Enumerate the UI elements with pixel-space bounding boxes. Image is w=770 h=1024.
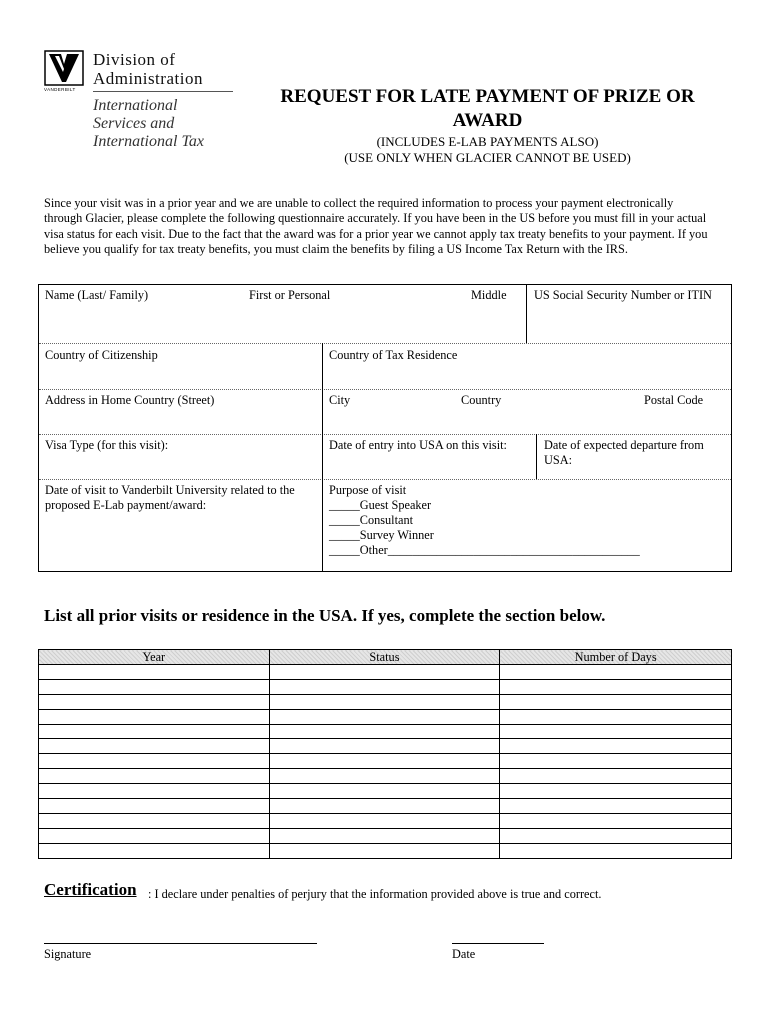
days-cell[interactable] [500,784,732,799]
subtitle-2: (USE ONLY WHEN GLACIER CANNOT BE USED) [344,150,631,165]
departure-date-line2: USA: [544,453,573,467]
table-row [39,784,732,799]
status-cell[interactable] [269,784,500,799]
city-field[interactable]: City [329,393,351,407]
entry-date-field[interactable]: Date of entry into USA on this visit: [329,438,507,452]
days-cell[interactable] [500,828,732,843]
department-line1: International [93,97,178,114]
vanderbilt-logo-icon [44,50,84,86]
date-label: Date [452,947,476,961]
days-cell[interactable] [500,665,732,680]
citizenship-field[interactable]: Country of Citizenship [45,348,158,362]
personal-info-form [38,284,732,572]
table-row [39,769,732,784]
days-cell[interactable] [500,694,732,709]
prior-visits-table [38,649,732,859]
name-middle-field[interactable]: Middle [471,288,507,302]
page-title: REQUEST FOR LATE PAYMENT OF PRIZE OR AWARD [280,86,695,131]
status-cell[interactable] [269,724,500,739]
visit-date-line2: proposed E-Lab payment/award: [45,498,207,512]
division-line2: Administration [93,69,203,88]
prior-visits-heading: List all prior visits or residence in the USA. If yes, complete the section below. [44,606,606,625]
form-vdivider [322,343,323,572]
visit-date-line1: Date of visit to Vanderbilt University related to the [45,483,295,497]
status-cell[interactable] [269,665,500,680]
certification-statement: : I declare under penalties of perjury that the information provided above is true and correct. [148,887,602,901]
status-cell[interactable] [269,813,500,828]
year-cell[interactable] [39,754,270,769]
year-cell[interactable] [39,813,270,828]
days-cell[interactable] [500,843,732,858]
year-cell[interactable] [39,799,270,814]
purpose-option-survey-winner[interactable]: _____Survey Winner [329,528,434,542]
status-cell[interactable] [269,799,500,814]
subtitle-1: (INCLUDES E-LAB PAYMENTS ALSO) [376,134,599,149]
year-cell[interactable] [39,694,270,709]
status-cell[interactable] [269,709,500,724]
days-cell[interactable] [500,724,732,739]
days-cell[interactable] [500,813,732,828]
name-first-field[interactable]: First or Personal [249,288,331,302]
purpose-option-consultant[interactable]: _____Consultant [329,513,414,527]
table-row [39,665,732,680]
column-header-status: Status [269,650,500,665]
days-cell[interactable] [500,754,732,769]
division-line1: Division of [93,50,176,69]
form-vdivider [536,434,537,479]
days-cell[interactable] [500,769,732,784]
year-cell[interactable] [39,784,270,799]
form-divider [39,343,731,344]
column-header-year: Year [39,650,270,665]
tax-residence-field[interactable]: Country of Tax Residence [329,348,458,362]
status-cell[interactable] [269,843,500,858]
department-line3: International Tax [93,133,204,150]
date-line[interactable] [452,943,544,944]
certification-heading: Certification [44,880,137,899]
table-row [39,754,732,769]
table-row [39,843,732,858]
departure-date-line1: Date of expected departure from [544,438,704,452]
ssn-field[interactable]: US Social Security Number or ITIN [534,288,712,302]
logo-caption: VANDERBILT [44,87,76,92]
year-cell[interactable] [39,739,270,754]
status-cell[interactable] [269,769,500,784]
year-cell[interactable] [39,679,270,694]
year-cell[interactable] [39,843,270,858]
days-cell[interactable] [500,709,732,724]
table-row [39,694,732,709]
form-vdivider [526,285,527,343]
purpose-option-other[interactable]: _____Other_________________________________________ [329,543,640,557]
signature-line[interactable] [44,943,317,944]
form-divider [39,434,731,435]
departure-date-field[interactable] [544,438,704,468]
visa-type-field[interactable]: Visa Type (for this visit): [45,438,169,452]
table-row [39,813,732,828]
signature-label: Signature [44,947,92,961]
year-cell[interactable] [39,828,270,843]
name-last-field[interactable]: Name (Last/ Family) [45,288,149,302]
year-cell[interactable] [39,709,270,724]
status-cell[interactable] [269,739,500,754]
table-row [39,799,732,814]
table-row [39,739,732,754]
address-field[interactable]: Address in Home Country (Street) [45,393,215,407]
column-header-days: Number of Days [500,650,732,665]
year-cell[interactable] [39,724,270,739]
table-row [39,709,732,724]
form-divider [39,389,731,390]
year-cell[interactable] [39,665,270,680]
department-line2: Services and [93,115,175,132]
logo-divider [93,91,233,92]
purpose-of-visit [329,483,640,558]
status-cell[interactable] [269,694,500,709]
days-cell[interactable] [500,679,732,694]
postal-code-field[interactable]: Postal Code [644,393,704,407]
visit-date-field[interactable] [45,483,295,513]
purpose-option-guest-speaker[interactable]: _____Guest Speaker [329,498,432,512]
status-cell[interactable] [269,828,500,843]
status-cell[interactable] [269,679,500,694]
year-cell[interactable] [39,769,270,784]
table-row [39,679,732,694]
purpose-label: Purpose of visit [329,483,407,497]
table-row [39,724,732,739]
days-cell[interactable] [500,739,732,754]
country-field[interactable]: Country [461,393,502,407]
intro-paragraph: Since your visit was in a prior year and we are unable to collect the required information to process your payment electronically through Glacier, please complete the following questionnaire accurately. If you have been in the US before you must fill in your actual visa status for each visit. Due to the fact that the award was for a prior year we cannot apply tax treaty benefits to your payment. If you believe you qualify for tax treaty benefits, you must claim the benefits by filing a US Income Tax Return with the IRS. [44,196,708,257]
visits-table-body [39,665,732,859]
table-row [39,828,732,843]
days-cell[interactable] [500,799,732,814]
status-cell[interactable] [269,754,500,769]
form-divider [39,479,731,480]
